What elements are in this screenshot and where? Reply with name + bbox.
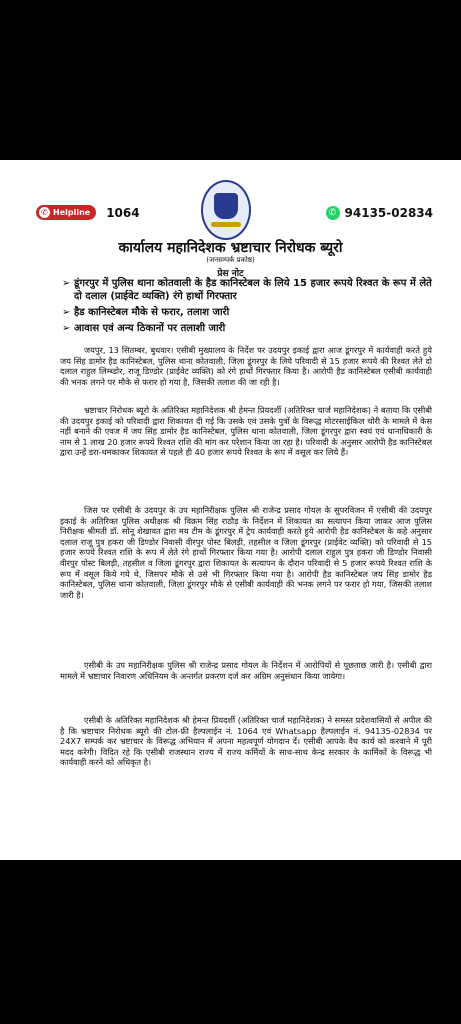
- helpline-badge: [36, 205, 140, 220]
- paragraph-text: एसीबी के अतिरिक्त महानिदेशक श्री हेमन्त प्रियदर्शी (अतिरिक्त चार्ज महानिदेशक) ने समस्त प्रदेशवासियों से अपील की है कि भ्रष्टाचार निरोधक ब्यूरो की टोल-फ्री हैल्पलाईन नं. 1064 एवं Whatsapp हैल्पलाईन नं. 94135-02834 पर 24X7 सम्पर्क कर भ्रष्टाचार के विरूद्ध अभियान में अपना महत्वपूर्ण योगदान दें। एसीबी आपके वैध कार्य को करवाने में पूरी मदद करेगी। विदित रहे कि एसीबी राजस्थान राज्य में राज्य कर्मियों के साथ-साथ केन्द्र सरकार के कार्मिकों के विरूद्ध भी कार्यवाही करने को अधिकृत है।: [60, 715, 432, 768]
- phone-icon: ✆: [39, 207, 50, 218]
- headline-bullet: [62, 306, 432, 319]
- office-title: कार्यालय महानिदेशक भ्रष्टाचार निरोधक ब्यूरो: [118, 240, 343, 256]
- paragraph-text: एसीबी के उप महानिरीक्षक पुलिस श्री राजेन्द्र प्रसाद गोयल के निर्देशन में आरोपियों से पूछताछ जारी है। एसीबी द्वारा मामले में भ्रष्टाचार निवारण अधिनियम के अन्तर्गत प्रकरण दर्ज कर अग्रिम अनुसंधान किया जायेगा।: [60, 660, 432, 681]
- paragraph-3: [60, 505, 432, 600]
- paragraph-5: [60, 715, 432, 768]
- whatsapp-badge: [326, 206, 433, 220]
- arrow-bullet-icon: ➢: [62, 323, 71, 334]
- paragraph-text: भ्रष्टाचार निरोधक ब्यूरो के अतिरिक्त महानिदेशक श्री हेमन्त प्रियदर्शी (अतिरिक्त चार्ज महानिदेशक) ने बताया कि एसीबी की उदयपुर इकाई को परिवादी द्वारा शिकायत दी गई कि उसके एवं उसके पुत्रों के विरूद्ध मोटरसाईकिल चोरी के मामले में केस नहीं बनाने की एवज में जय सिंह डामोर हैड कानिस्टेबल, पुलिस थाना कोतवाली, जिला डूंगरपुर द्वारा स्वयं एवं थानाधिकारी के नाम से 1 लाख 20 हजार रूपये रिश्वत राशि की मांग कर परेशान किया जा रहा है। परिवादी के अनुसार आरोपी हैड कानिस्टेबल द्वारा उन्हें डरा-धमकाकर शिकायत से पहले ही 40 हजार रूपये रिश्वत के रूप में वसूल कर लिये हैं।: [60, 405, 432, 458]
- office-subtitle: (जनसम्पर्क प्रकोष्ठ): [206, 256, 255, 264]
- whatsapp-number: 94135-02834: [344, 206, 433, 220]
- emblem-ribbon: [211, 222, 241, 227]
- helpline-number: 1064: [106, 205, 140, 220]
- paragraph-text: जयपुर, 13 सितम्बर, बुधवार। एसीबी मुख्यालय के निर्देश पर उदयपुर इकाई द्वारा आज डूंगरपुर में कार्यवाही करते हुये जय सिंह डामोर हैड कानिस्टेबल, पुलिस थाना कोतवाली, जिला डूंगरपुर के लिये परिवादी से 15 हजार रूपये की रिश्वत लेते दो दलाल राहुल लिम्ब्डोर, राजू डिण्डोर (प्राईवेट व्यक्ति) को रंगे हाथों गिरफ्तार किया है। आरोपी हैड कानिस्टेबल एसीबी कार्यवाही की भनक लगने पर मौके से फरार हो गया है, जिसकी तलाश की जा रही है।: [60, 345, 432, 387]
- bullet-text: आवास एवं अन्य ठिकानों पर तलाशी जारी: [74, 323, 226, 334]
- headline-bullet: [62, 277, 432, 303]
- arrow-bullet-icon: ➢: [62, 278, 71, 289]
- arrow-bullet-icon: ➢: [62, 307, 71, 318]
- bullet-text: डूंगरपुर में पुलिस थाना कोतवाली के हैड कानिस्टेबल के लिये 15 हजार रूपये रिश्वत के रूप में लेते दो दलाल (प्राईवेट व्यक्ति) रंगे हाथों गिरफ्तार: [74, 278, 432, 302]
- paragraph-1: [60, 345, 432, 387]
- bullet-text: हैड कानिस्टेबल मौके से फरार, तलाश जारी: [74, 307, 230, 318]
- letterhead: [0, 180, 461, 240]
- press-note-heading: प्रेस नोट: [217, 269, 244, 279]
- acb-emblem-logo: [201, 180, 251, 240]
- paragraph-text: जिस पर एसीबी के उदयपुर के उप महानिरीक्षक पुलिस श्री राजेन्द्र प्रसाद गोयल के सुपरविजन में एसीबी की उदयपुर इकाई के अतिरिक्त पुलिस अधीक्षक श्री विक्रम सिंह राठौड़ के निर्देशन में शिकायत का सत्यापन किया जाकर आज पुलिस निरीक्षक श्रीमती डॉ. सोनू शेखावत द्वारा मय टीम के डूंगरपुर में ट्रेप कार्यवाही करते हुये आरोपी हैड कानिस्टेबल के कहे अनुसार दलाल राजू पुत्र हकरा जी डिण्डोर निवासी वीरपुर पोस्ट बिलड़ी, तहसील व जिला डूंगरपुर (प्राईवेट व्यक्ति) को परिवादी से 15 हजार रूपये रिश्वत राशि के रूप में लेते रंगे हाथों गिरफ्तार किया गया है। आरोपी दलाल राहुल पुत्र हकरा जी डिण्डोर निवासी वीरपुर पोस्ट बिलड़ी, तहसील व जिला डूंगरपुर द्वारा शिकायत के सत्यापन के दौरान परिवादी से 5 हजार रूपये रिश्वत राशि के रूप में वसूल किये गये थे, जिसपर मौके से उसे भी गिरफ्तार किया गया है। आरोपी हैड कानिस्टेबल जय सिंह डामोर हैड कानिस्टेबल, पुलिस थाना कोतवाली, जिला डूंगरपुर मौके से एसीबी कार्यवाही की भनक लगने पर फरार हो गया, जिसकी तलाश जारी है।: [60, 505, 432, 600]
- paragraph-2: [60, 405, 432, 458]
- headline-bullet: [62, 322, 432, 335]
- emblem-shield: [214, 193, 238, 219]
- headline-bullets: [62, 277, 432, 338]
- helpline-label: Helpline: [53, 208, 91, 217]
- whatsapp-icon: ✆: [326, 206, 340, 220]
- helpline-pill: [36, 205, 96, 220]
- paragraph-4: [60, 660, 432, 681]
- press-release-document: [0, 160, 461, 860]
